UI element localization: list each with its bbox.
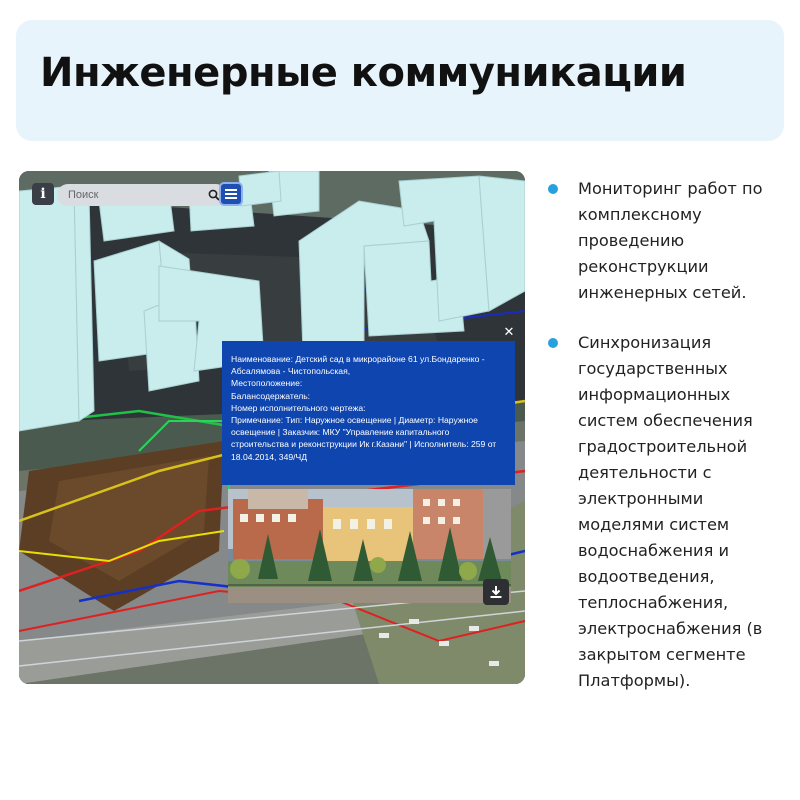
popup-line-note: Примечание: Тип: Наружное освещение | Диаметр: Наружное освещение | Заказчик: МКУ "Управление капитального строительства и реконструкции Ик г.Казани" | Исполнитель: 259 от 18.04.2014, 349/ЧД bbox=[231, 415, 497, 462]
popup-line-name: Наименование: Детский сад в микрорайоне 61 ул.Бондаренко - Абсалямова - Чистопольская, bbox=[231, 354, 485, 377]
page-title: Инженерные коммуникации bbox=[40, 50, 687, 96]
map-viewport[interactable] bbox=[19, 171, 525, 684]
menu-button[interactable] bbox=[219, 182, 243, 206]
popup-close-button[interactable]: ✕ bbox=[503, 325, 515, 340]
download-icon bbox=[489, 585, 503, 599]
info-button[interactable] bbox=[32, 183, 54, 205]
popup-line-drawing: Номер исполнительного чертежа: bbox=[231, 402, 366, 413]
bullet-dot bbox=[548, 184, 558, 194]
object-info-popup bbox=[222, 341, 515, 485]
feature-text: Синхронизация государственных информационных систем обеспечения градостроительной деятельности с электронными моделями систем водоснабжения и водоотведения, теплоснабжения, электроснабжения (в закрытом сегменте Платформы). bbox=[578, 333, 763, 690]
title-card bbox=[16, 20, 784, 141]
feature-item bbox=[548, 176, 788, 306]
feature-list bbox=[548, 176, 788, 694]
search-input[interactable] bbox=[66, 188, 207, 202]
feature-item bbox=[548, 330, 788, 694]
object-photo bbox=[228, 489, 511, 603]
popup-line-location: Местоположение: bbox=[231, 378, 303, 389]
popup-line-holder: Балансодержатель: bbox=[231, 390, 311, 401]
hamburger-menu-icon bbox=[225, 189, 237, 199]
download-button[interactable] bbox=[483, 579, 509, 605]
info-icon: i bbox=[40, 186, 46, 202]
search-box[interactable] bbox=[57, 184, 227, 206]
feature-text: Мониторинг работ по комплексному проведению реконструкции инженерных сетей. bbox=[578, 179, 763, 302]
bullet-dot bbox=[548, 338, 558, 348]
